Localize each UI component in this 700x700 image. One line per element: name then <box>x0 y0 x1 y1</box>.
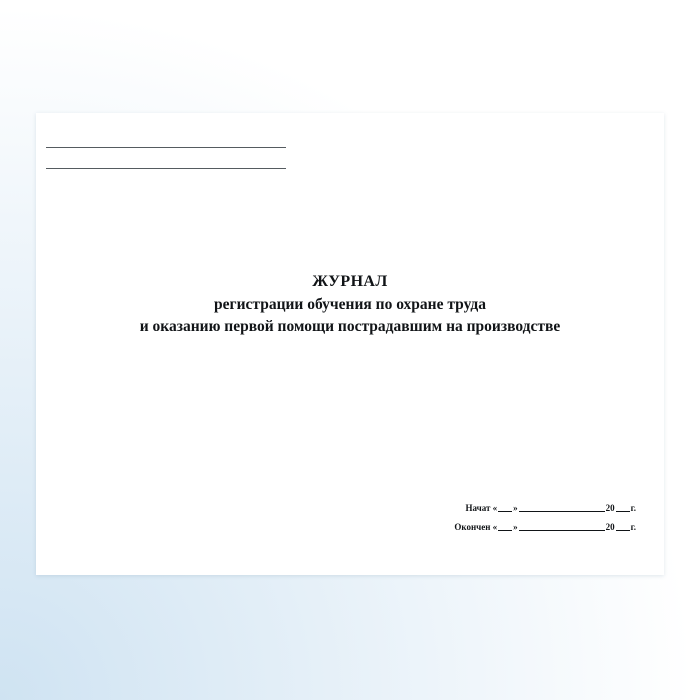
header-blank-line-2 <box>46 168 286 169</box>
header-blank-lines <box>46 147 286 189</box>
finished-day-close: » <box>513 522 518 533</box>
finished-year-blank <box>616 521 630 531</box>
started-day-blank <box>498 502 512 512</box>
document-footer-block <box>454 499 636 537</box>
started-year-blank <box>616 502 630 512</box>
page-subtitle-line-1: регистрации обучения по охране труда <box>214 296 486 313</box>
finished-label: Окончен « <box>454 522 498 533</box>
finished-month-blank <box>519 521 605 531</box>
page-subtitle-line-2: и оказанию первой помощи пострадавшим на производстве <box>139 318 561 336</box>
finished-year: 20 <box>605 522 615 533</box>
page-title: ЖУРНАЛ <box>312 273 388 290</box>
header-blank-line-1 <box>46 147 286 148</box>
finished-date-line <box>454 518 636 537</box>
started-date-line <box>454 499 636 518</box>
document-title-block <box>36 273 664 339</box>
started-year-suffix: г. <box>630 503 636 514</box>
started-year: 20 <box>605 503 615 514</box>
finished-year-suffix: г. <box>630 522 636 533</box>
started-day-close: » <box>513 503 518 514</box>
finished-day-blank <box>498 521 512 531</box>
started-month-blank <box>519 502 605 512</box>
started-label: Начат « <box>465 503 498 514</box>
document-page <box>36 113 664 575</box>
